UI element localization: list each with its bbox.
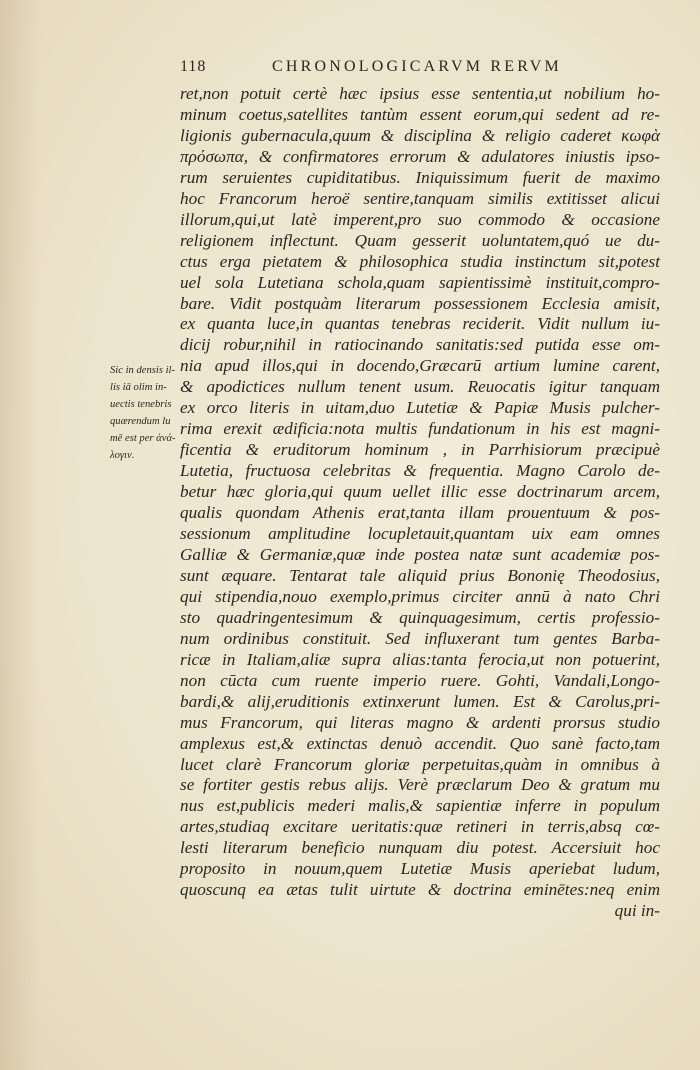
text-line: uel sola Lutetiana schola,quam sapientissimè instituit,compro-: [180, 272, 660, 292]
text-line: num ordinibus constituit. Sed influxerant tum gentes Barba-: [180, 628, 660, 648]
text-line: betur hæc gloria,qui quum uellet illic esse doctrinarum arcem,: [180, 482, 660, 502]
text-line: ligionis gubernacula,quum & disciplina & religio caderet κωφὰ: [180, 125, 660, 145]
text-line: bardi,& alij,eruditionis extinxerunt lumen. Est & Carolus,pri-: [180, 691, 660, 711]
marginal-note: [110, 362, 180, 464]
text-line: hoc Francorum heroë sentire,tanquam similis extitisset alicui: [180, 188, 660, 208]
page-edge-stain: [0, 0, 40, 1070]
text-line: ret,non potuit certè hæc ipsius esse sententia,ut nobilium ho-: [180, 84, 660, 103]
text-line: nia apud illos,qui in docendo,Græcarū artium lumine carent,: [180, 356, 660, 376]
text-line: ex orco literis in uitam,duo Lutetiæ & Papiæ Musis pulcher-: [180, 398, 660, 418]
marginal-note-line: uectis tenebris: [110, 399, 172, 410]
marginal-note-line: lis iā olim in-: [110, 382, 167, 393]
running-title: CHRONOLOGICARVM RERVM: [272, 58, 562, 75]
text-line: dicij robur,nihil in ratiocinando sanitatis:sed putida esse om-: [180, 335, 660, 355]
page-number: 118: [180, 58, 207, 75]
text-line: artes,studiaq excitare ueritatis:quæ retineri in terris,absq cœ-: [180, 817, 660, 837]
text-line: rum seruientes cupiditatibus. Iniquissimum fuerit de maximo: [180, 167, 660, 187]
text-line: bare. Vidit postquàm literarum possessionem Ecclesia amisit,: [180, 293, 660, 313]
text-line: lesti literarum beneficio nunquam diu potest. Accersiuit hoc: [180, 838, 660, 858]
marginal-note-line: mē est per ἀνά-: [110, 433, 176, 444]
main-text-block: [180, 84, 660, 922]
text-line: qui in-: [614, 901, 660, 921]
text-line: Galliæ & Germaniæ,quæ inde postea natæ sunt academiæ pos-: [180, 544, 660, 564]
text-line: ex quanta luce,in quantas tenebras reciderit. Vidit nullum iu-: [180, 314, 660, 334]
text-line: illorum,qui,ut latè imperent,pro suo commodo & occasione: [180, 209, 660, 229]
text-line: ricæ in Italiam,aliæ supra alias:tanta ferocia,ut non potuerint,: [180, 649, 660, 669]
text-line: ficentia & eruditorum hominum , in Parrhisiorum præcipuè: [180, 440, 660, 460]
text-line: amplexus est,& extinctas denuò accendit. Quo sanè facto,tam: [180, 733, 660, 753]
text-line: se fortiter gestis rebus alijs. Verè præclarum Deo & gratum mu: [180, 775, 660, 795]
text-line: nus est,publicis mederi malis,& sapientiæ inferre in populum: [180, 796, 660, 816]
text-line: religionem inflectunt. Quam gesserit uoluntatem,quó ue du-: [180, 230, 660, 250]
text-line: lucet clarè Francorum gloriæ perpetuitas,quàm in omnibus à: [180, 754, 660, 774]
text-line: Lutetia, fructuosa celebritas & frequentia. Magno Carolo de-: [180, 461, 660, 481]
text-line: sto quadringentesimum & quinquagesimum, certis professio-: [180, 607, 660, 627]
text-line: minum coetus,satellites tantùm essent eorum,qui sedent ad re-: [180, 104, 660, 124]
text-line: mus Francorum, qui literas magno & ardenti prorsus studio: [180, 712, 660, 732]
text-line: qui stipendia,nouo exemplo,primus circiter annū à nato Chri: [180, 586, 660, 606]
marginal-note-line: quærendum lu: [110, 416, 171, 427]
text-line: & apodictices nullum tenent usum. Reuocatis igitur tanquam: [180, 377, 660, 397]
marginal-note-line: Sic in densis il-: [110, 365, 176, 376]
text-line: quoscunq ea ætas tulit uirtute & doctrina eminētes:neq enim: [180, 880, 660, 900]
text-line: proposito in nouum,quem Lutetiæ Musis aperiebat ludum,: [180, 859, 660, 879]
text-line: rima erexit ædificia:nota multis fundationum in his est magni-: [180, 419, 660, 439]
text-line: ctus erga pietatem & philosophica studia instinctum sit,potest: [180, 251, 660, 271]
text-line: non cūcta cum ruente imperio ruere. Gohti, Vandali,Longo-: [180, 670, 660, 690]
text-line: qualis quondam Athenis erat,tanta illam prouentuum & pos-: [180, 503, 660, 523]
marginal-note-line: λογιν.: [110, 450, 135, 461]
text-line: sunt æquare. Tentarat tale aliquid prius Bononię Theodosius,: [180, 565, 660, 585]
text-line: sessionum amplitudine locupletauit,quantam uix eam omnes: [180, 524, 660, 544]
text-line: πρόσωπα, & confirmatores errorum & adulatores iniustis ipso-: [180, 146, 660, 166]
